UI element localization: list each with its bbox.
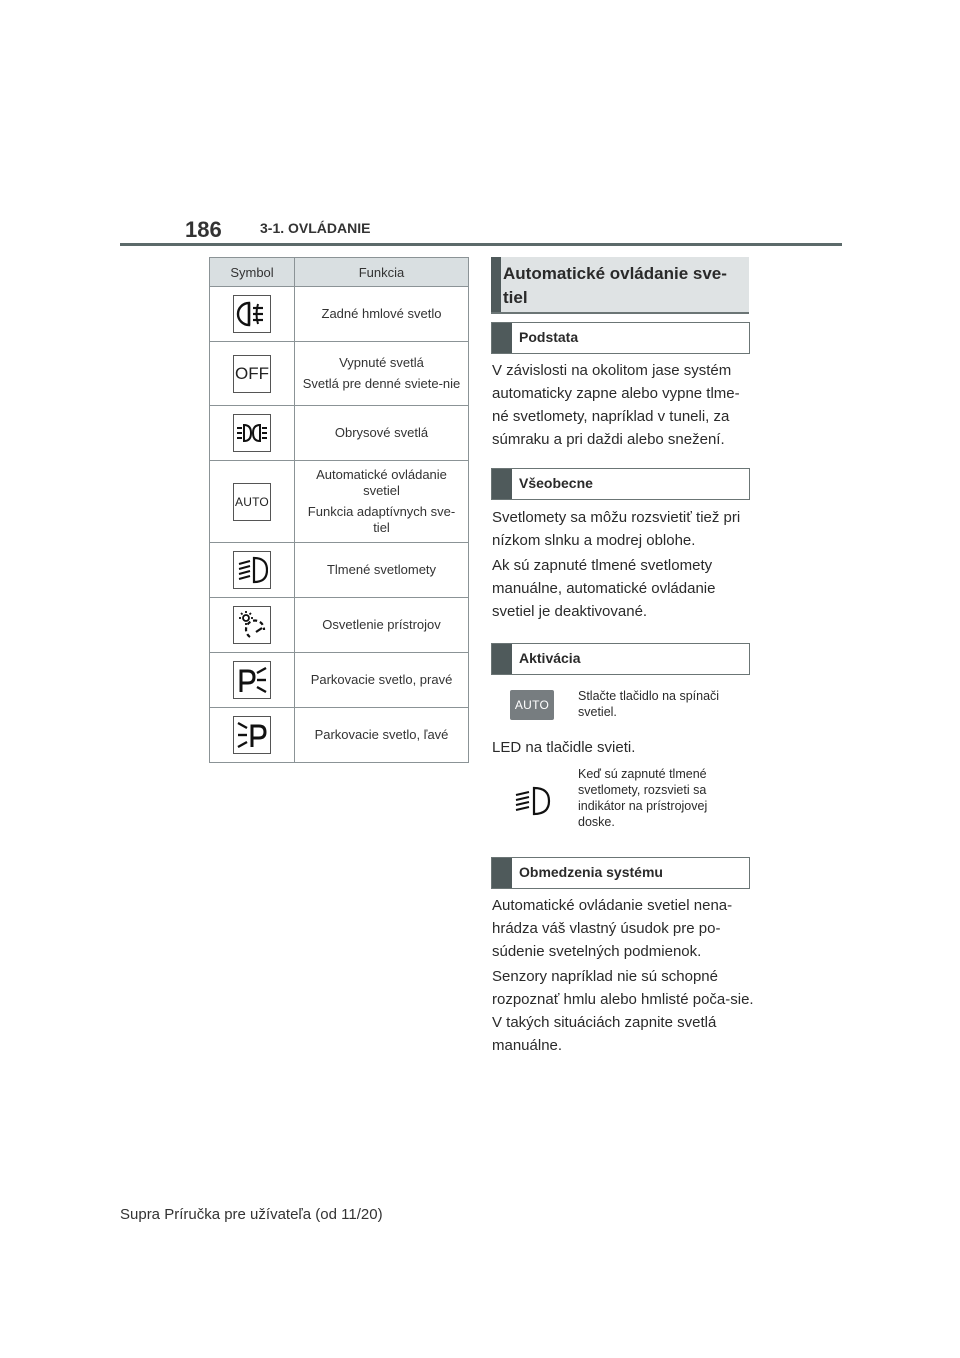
subheading-aktivacia [491, 643, 750, 675]
subheading-text: Všeobecne [519, 475, 593, 491]
section-title: 3-1. OVLÁDANIE [260, 220, 371, 236]
podstata-paragraph: V závislosti na okolitom jase systém automaticky zapne alebo vypne tlme-né svetlomety, napríklad v tuneli, za súmraku a pri daždi alebo snežení. [492, 362, 740, 448]
subheading-bar [492, 469, 512, 499]
function-text: Automatické ovládanie svetiel [316, 467, 447, 498]
subheading-text: Aktivácia [519, 650, 581, 666]
heading-bar [491, 257, 501, 312]
subheading-bar [492, 644, 512, 674]
parking-light-left-icon [233, 716, 271, 754]
subheading-obmedzenia [491, 857, 750, 889]
function-cell [295, 543, 469, 598]
function-cell [295, 287, 469, 342]
subheading-bar [492, 323, 512, 353]
auto-icon [233, 483, 271, 521]
main-heading-text: Automatické ovládanie sve-tiel [503, 264, 727, 307]
function-cell [295, 653, 469, 708]
low-beam-indicator-icon [512, 785, 552, 822]
indicator-note: Keď sú zapnuté tlmené svetlomety, rozsvieti sa indikátor na prístrojovej doske. [578, 767, 708, 829]
auto-icon-label: AUTO [235, 494, 269, 509]
side-lights-icon [233, 414, 271, 452]
off-icon [233, 355, 271, 393]
obmedzenia-paragraph-1: Automatické ovládanie svetiel nena-hrádza váš vlastný úsudok pre po-súdenie svetelných podmienok. [492, 897, 733, 960]
subheading-text: Obmedzenia systému [519, 864, 663, 880]
function-text: Tlmené svetlomety [326, 562, 437, 577]
function-text: Funkcia adaptívnych sve-tiel [307, 504, 456, 535]
table-row [210, 543, 469, 598]
symbol-cell [210, 708, 295, 763]
function-cell [295, 461, 469, 543]
table-row [210, 461, 469, 543]
table-row [210, 598, 469, 653]
parking-light-right-icon [233, 661, 271, 699]
subheading-bar [492, 858, 512, 888]
table-row [210, 287, 469, 342]
function-cell [295, 406, 469, 461]
function-cell [295, 598, 469, 653]
main-heading [491, 257, 749, 314]
table-row [210, 342, 469, 406]
table-row [210, 653, 469, 708]
off-icon-label: OFF [235, 363, 269, 383]
vseobecne-paragraph-1: Svetlomety sa môžu rozsvietiť tiež pri nízkom slnku a modrej oblohe. [492, 509, 741, 549]
symbol-cell [210, 461, 295, 543]
function-text: Parkovacie svetlo, ľavé [314, 727, 449, 742]
function-text: Parkovacie svetlo, pravé [310, 672, 453, 687]
symbol-cell [210, 653, 295, 708]
function-cell [295, 342, 469, 406]
subheading-podstata [491, 322, 750, 354]
table-row [210, 708, 469, 763]
low-beam-icon [233, 551, 271, 589]
vseobecne-paragraph-2: Ak sú zapnuté tlmené svetlomety manuálne, automatické ovládanie svetiel je deaktivované. [492, 557, 716, 620]
footer-text: Supra Príručka pre užívateľa (od 11/20) [120, 1206, 383, 1223]
symbol-cell [210, 543, 295, 598]
led-paragraph: LED na tlačidle svieti. [492, 739, 636, 756]
function-text: Vypnuté svetlá [339, 355, 424, 370]
obmedzenia-paragraph-2: Senzory napríklad nie sú schopné rozpoznať hmlu alebo hmlisté poča-sie. V takých situáciách zapnite svetlá manuálne. [492, 968, 754, 1054]
function-text: Zadné hmlové svetlo [321, 306, 442, 321]
function-text: Svetlá pre denné sviete-nie [302, 376, 461, 391]
table-row [210, 406, 469, 461]
symbol-cell [210, 287, 295, 342]
function-text: Obrysové svetlá [334, 425, 429, 440]
page-number: 186 [185, 217, 222, 242]
subheading-text: Podstata [519, 329, 579, 345]
function-cell [295, 708, 469, 763]
auto-button-icon [510, 690, 554, 720]
symbol-column-header: Symbol [210, 258, 295, 287]
symbol-cell [210, 598, 295, 653]
subheading-vseobecne [491, 468, 750, 500]
activation-note: Stlačte tlačidlo na spínači svetiel. [578, 689, 720, 719]
instrument-lighting-icon [233, 606, 271, 644]
header-rule [120, 243, 842, 246]
symbol-cell [210, 406, 295, 461]
symbol-table [209, 257, 469, 763]
function-text: Osvetlenie prístrojov [322, 617, 441, 632]
function-column-header: Funkcia [295, 258, 469, 287]
symbol-cell [210, 342, 295, 406]
table-header-row [210, 258, 469, 287]
auto-button-label: AUTO [514, 698, 550, 712]
rear-fog-light-icon [233, 295, 271, 333]
